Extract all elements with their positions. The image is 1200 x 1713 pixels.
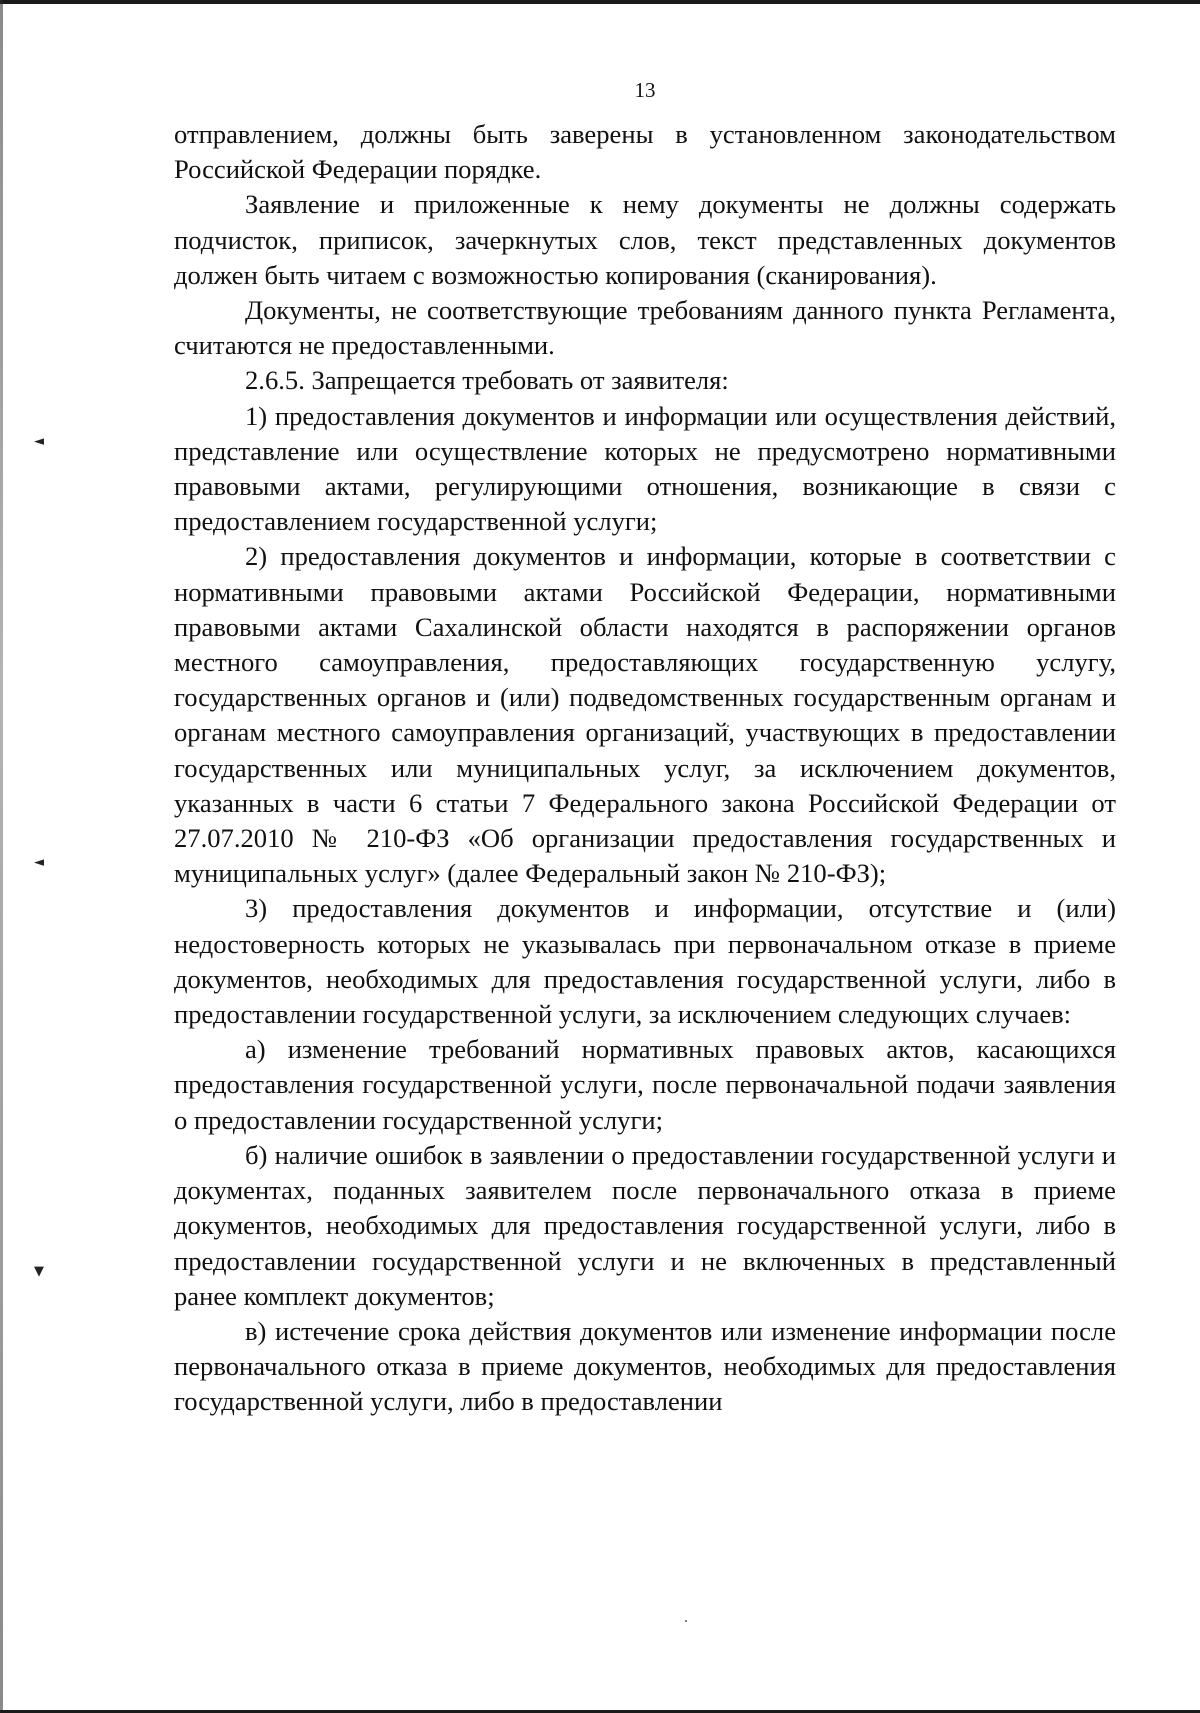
scan-left-edge [0,0,3,1713]
page-number: 13 [634,78,656,102]
binding-mark-icon: ▼ [34,1264,44,1279]
list-item: 1) предоставления документов и информации или осуществления действий, представление или осуществление которых не предусмотрено нормативными правовыми актами, регулирующими отношения, возникающие в связи с предоставлением государственной услуги; [174,400,1116,537]
binding-mark-icon: ◄ [34,855,44,870]
scan-top-edge [0,0,1200,4]
section-heading: 2.6.5. Запрещается требовать от заявителя: [245,365,729,396]
list-item: 3) предоставления документов и информации, отсутствие и (или) недостоверность которых не указывалась при первоначальном отказе в приеме документов, необходимых для предоставления государственной услуги, либо в предоставлении государственной услуги, за исключением следующих случаев: [174,893,1116,1030]
paragraph: Документы, не соответствующие требованиям данного пункта Регламента, считаются не предоставленными. [174,295,1116,361]
document-body [174,117,1116,1420]
paragraph: отправлением, должны быть заверены в установленном законодательством Российской Федерации порядке. [174,119,1116,185]
sub-list-item: б) наличие ошибок в заявлении о предоставлении государственной услуги и документах, поданных заявителем после первоначального отказа в приеме документов, необходимых для предоставления государственной услуги, либо в предоставлении государственной услуги и не включенных в представленный ранее комплект документов; [174,1139,1116,1311]
scan-speck [685,1620,687,1622]
sub-list-item: в) истечение срока действия документов или изменение информации после первоначального отказа в приеме документов, необходимых для предоставления государственной услуги, либо в предоставлении [174,1315,1116,1417]
binding-mark-icon: ◄ [34,434,44,449]
list-item: 2) предоставления документов и информации, которые в соответствии с нормативными правовыми актами Российской Федерации, нормативными правовыми актами Сахалинской области находятся в распоряжении органов местного самоуправления, предоставляющих государственную услугу, государственных органов и (или) подведомственных государственным органам и органам местного самоуправления организаций, участвующих в предоставлении государственных или муниципальных услуг, за исключением документов, указанных в части 6 статьи 7 Федерального закона Российской Федерации от 27.07.2010 № 210-ФЗ «Об организации предоставления государственных и муниципальных услуг» (далее Федеральный закон № 210-ФЗ); [174,541,1116,889]
paragraph: Заявление и приложенные к нему документы не должны содержать подчисток, приписок, зачеркнутых слов, текст представленных документов должен быть читаем с возможностью копирования (сканирования). [174,189,1116,290]
sub-list-item: а) изменение требований нормативных правовых актов, касающихся предоставления государственной услуги, после первоначальной подачи заявления о предоставлении государственной услуги; [174,1034,1116,1135]
